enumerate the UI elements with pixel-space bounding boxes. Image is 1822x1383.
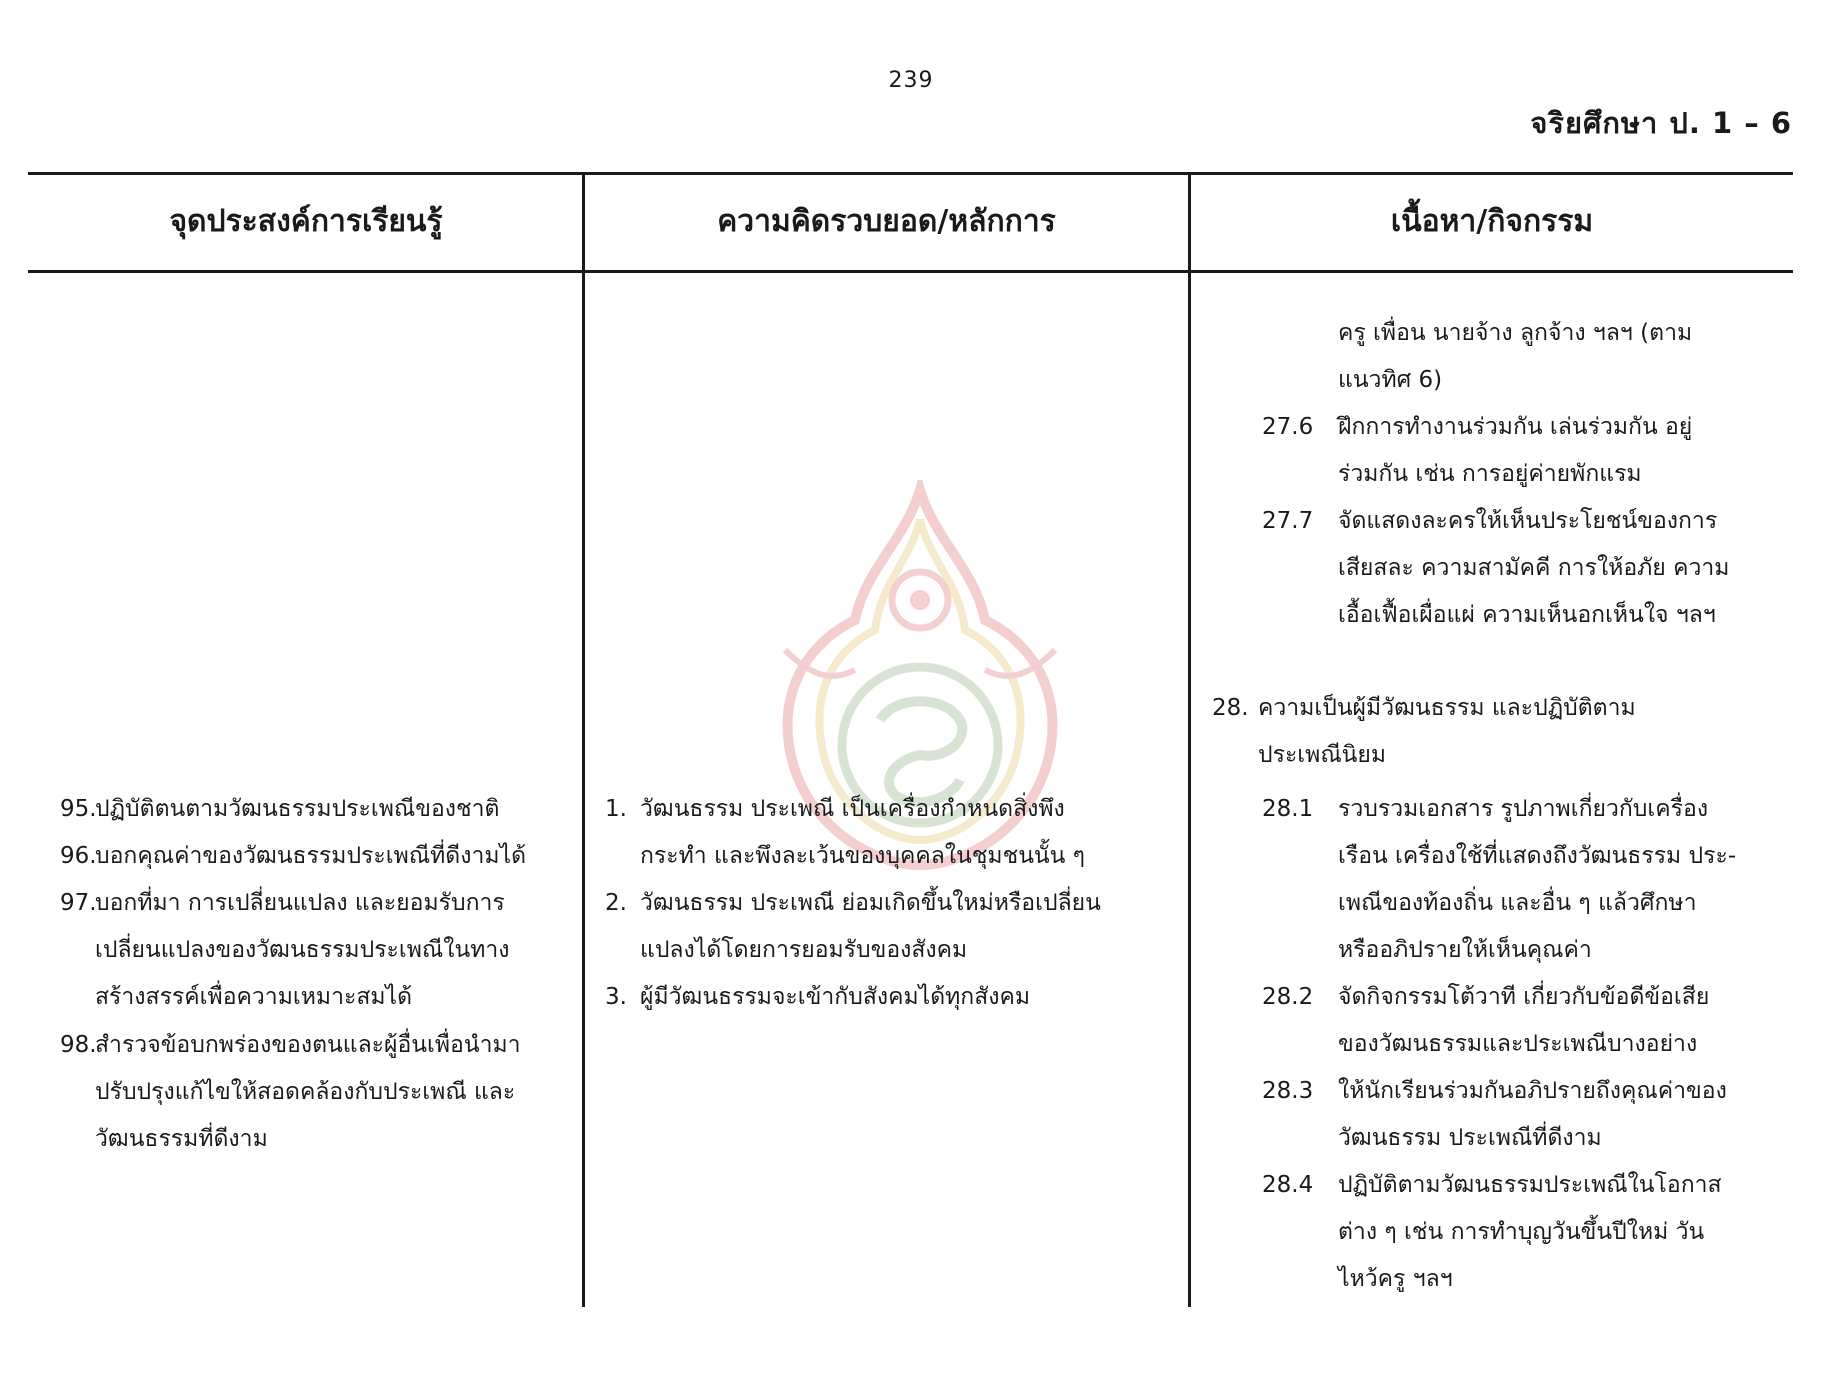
column-header-objectives: จุดประสงค์การเรียนรู้ bbox=[169, 203, 443, 239]
content-topic-text: ความเป็นผู้มีวัฒนธรรม และปฏิบัติตาม bbox=[1258, 695, 1636, 721]
content-text: ฝึกการทำงานร่วมกัน เล่นร่วมกัน อยู่ bbox=[1338, 414, 1693, 440]
concept-text: แปลงได้โดยการยอมรับของสังคม bbox=[640, 937, 968, 963]
concept-number: 2. bbox=[605, 890, 627, 916]
content-item-28-4 bbox=[1262, 1162, 1722, 1303]
content-text: แนวทิศ 6) bbox=[1338, 367, 1443, 393]
objective-text: ปรับปรุงแก้ไขให้สอดคล้องกับประเพณี และ bbox=[95, 1079, 516, 1105]
content-text: ของวัฒนธรรมและประเพณีบางอย่าง bbox=[1338, 1031, 1698, 1057]
content-text: เพณีของท้องถิ่น และอื่น ๆ แล้วศึกษา bbox=[1338, 890, 1697, 916]
content-text: เอื้อเฟื้อเผื่อแผ่ ความเห็นอกเห็นใจ ฯลฯ bbox=[1338, 602, 1716, 628]
content-text: จัดแสดงละครให้เห็นประโยชน์ของการ bbox=[1338, 508, 1718, 534]
concept-text: กระทำ และพึงละเว้นของบุคคลในชุมชนนั้น ๆ bbox=[640, 843, 1086, 869]
content-text: รวบรวมเอกสาร รูปภาพเกี่ยวกับเครื่อง bbox=[1338, 796, 1709, 822]
concept-2 bbox=[605, 880, 1101, 974]
content-text: เรือน เครื่องใช้ที่แสดงถึงวัฒนธรรม ประ- bbox=[1338, 843, 1737, 869]
content-item-27-7 bbox=[1262, 498, 1729, 639]
content-text: ต่าง ๆ เช่น การทำบุญวันขึ้นปีใหม่ วัน bbox=[1338, 1219, 1705, 1245]
objective-text: บอกที่มา การเปลี่ยนแปลง และยอมรับการ bbox=[95, 890, 505, 916]
subject-title: จริยศึกษา ป. 1 – 6 bbox=[1530, 106, 1792, 140]
content-text: ปฏิบัติตามวัฒนธรรมประเพณีในโอกาส bbox=[1338, 1172, 1722, 1198]
content-item-28-2 bbox=[1262, 974, 1709, 1068]
content-item-number: 28.3 bbox=[1262, 1078, 1314, 1104]
objective-text: วัฒนธรรมที่ดีงาม bbox=[95, 1126, 268, 1152]
objective-95 bbox=[60, 786, 499, 833]
content-item-number: 28.4 bbox=[1262, 1172, 1314, 1198]
content-topic-number: 28. bbox=[1212, 695, 1249, 721]
content-item-number: 28.2 bbox=[1262, 984, 1314, 1010]
concept-1 bbox=[605, 786, 1085, 880]
concept-number: 3. bbox=[605, 984, 627, 1010]
content-text: จัดกิจกรรมโต้วาที เกี่ยวกับข้อดีข้อเสีย bbox=[1338, 984, 1710, 1010]
content-topic-text: ประเพณีนิยม bbox=[1258, 742, 1387, 768]
content-item-28-3 bbox=[1262, 1068, 1727, 1162]
objective-97 bbox=[60, 880, 510, 1021]
content-continuation bbox=[1338, 310, 1692, 404]
content-text: ให้นักเรียนร่วมกันอภิปรายถึงคุณค่าของ bbox=[1338, 1078, 1727, 1104]
content-topic-28 bbox=[1212, 685, 1636, 779]
concept-text: วัฒนธรรม ประเพณี เป็นเครื่องกำหนดสิ่งพึง bbox=[640, 796, 1065, 822]
objective-98 bbox=[60, 1022, 521, 1163]
objective-number: 97. bbox=[60, 890, 97, 916]
content-text: ร่วมกัน เช่น การอยู่ค่ายพักแรม bbox=[1338, 461, 1642, 487]
content-text: ครู เพื่อน นายจ้าง ลูกจ้าง ฯลฯ (ตาม bbox=[1338, 320, 1693, 346]
objective-number: 96. bbox=[60, 843, 97, 869]
content-item-28-1 bbox=[1262, 786, 1736, 974]
objective-number: 95. bbox=[60, 796, 97, 822]
content-text: วัฒนธรรม ประเพณีที่ดีงาม bbox=[1338, 1125, 1602, 1151]
table-header-rule bbox=[28, 270, 1793, 273]
concept-3 bbox=[605, 974, 1030, 1021]
page-number: 239 bbox=[888, 68, 934, 93]
content-text: เสียสละ ความสามัคคี การให้อภัย ความ bbox=[1338, 555, 1730, 581]
content-text: หรืออภิปรายให้เห็นคุณค่า bbox=[1338, 937, 1592, 963]
column-divider-1 bbox=[582, 172, 585, 1307]
content-item-number: 28.1 bbox=[1262, 796, 1314, 822]
objective-text: สำรวจข้อบกพร่องของตนและผู้อื่นเพื่อนำมา bbox=[95, 1032, 521, 1058]
concept-text: วัฒนธรรม ประเพณี ย่อมเกิดขึ้นใหม่หรือเปลี่ยน bbox=[640, 890, 1101, 916]
concept-text: ผู้มีวัฒนธรรมจะเข้ากับสังคมได้ทุกสังคม bbox=[640, 984, 1031, 1010]
content-item-number: 27.6 bbox=[1262, 414, 1314, 440]
objective-text: ปฏิบัติตนตามวัฒนธรรมประเพณีของชาติ bbox=[95, 796, 500, 822]
objective-text: เปลี่ยนแปลงของวัฒนธรรมประเพณีในทาง bbox=[95, 937, 510, 963]
content-text: ไหว้ครู ฯลฯ bbox=[1338, 1266, 1453, 1292]
objective-96 bbox=[60, 833, 526, 880]
objective-number: 98. bbox=[60, 1032, 97, 1058]
concept-number: 1. bbox=[605, 796, 627, 822]
column-divider-2 bbox=[1188, 172, 1191, 1307]
objective-text: สร้างสรรค์เพื่อความเหมาะสมได้ bbox=[95, 984, 413, 1010]
objective-text: บอกคุณค่าของวัฒนธรรมประเพณีที่ดีงามได้ bbox=[95, 843, 527, 869]
column-header-concepts: ความคิดรวบยอด/หลักการ bbox=[717, 203, 1056, 239]
column-header-content: เนื้อหา/กิจกรรม bbox=[1390, 203, 1594, 239]
content-item-number: 27.7 bbox=[1262, 508, 1314, 534]
content-item-27-6 bbox=[1262, 404, 1692, 498]
